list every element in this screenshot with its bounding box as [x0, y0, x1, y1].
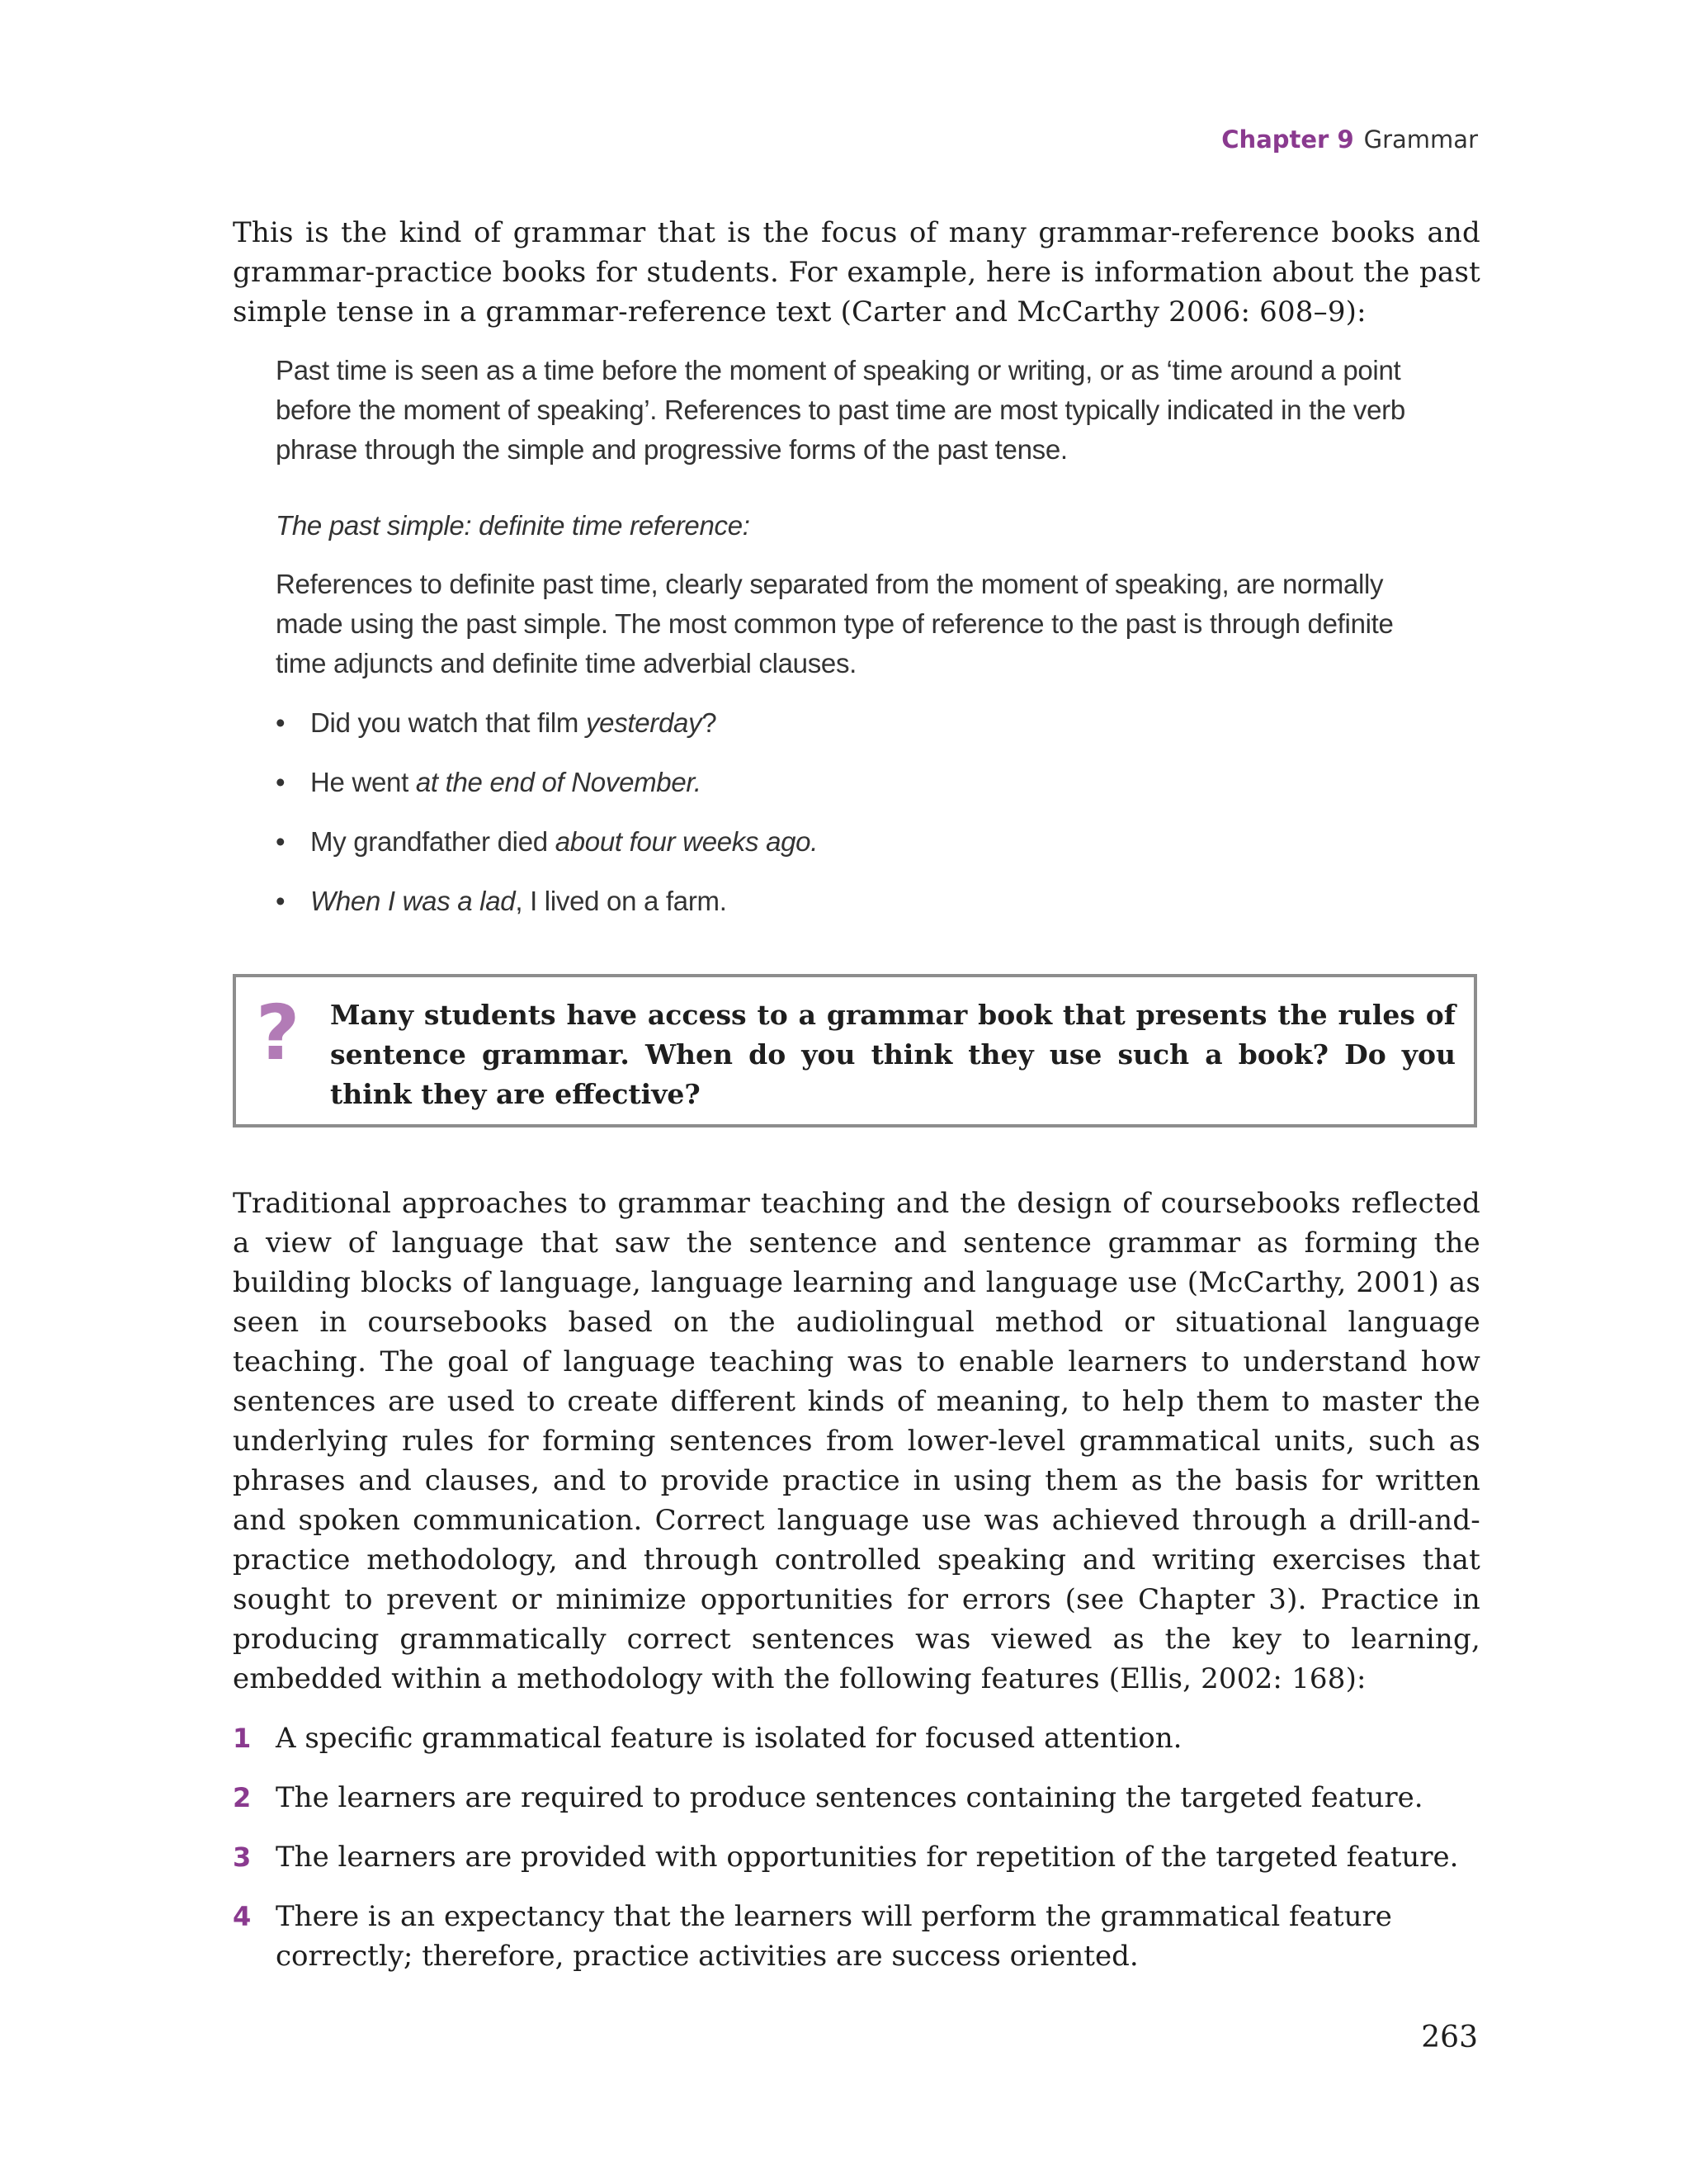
item-number: 3 [233, 1841, 252, 1873]
quote-paragraph-2: References to definite past time, clearly separated from the moment of speaking, are normally made using the past simple. The most common type of reference to the past is through definite time adjuncts and definite time adverbial clauses. [276, 569, 1394, 678]
bullet-icon: • [276, 826, 286, 857]
example-item [276, 882, 1439, 941]
example-item [276, 703, 1439, 763]
question-mark-icon: ? [256, 989, 300, 1077]
list-item [233, 1778, 1480, 1818]
example-italic: at the end of November. [415, 767, 701, 797]
quote-paragraph-1: Past time is seen as a time before the moment of speaking or writing, or as ‘time around a point before the moment of speaking’. References to past time are most typically indicated in the verb phrase through the simple and progressive forms of the past tense. [276, 355, 1405, 465]
example-text: He went [310, 767, 416, 797]
example-italic: When I was a lad [310, 886, 516, 916]
item-number: 2 [233, 1782, 252, 1813]
bullet-icon: • [276, 767, 286, 797]
item-text: There is an expectancy that the learners will perform the grammatical feature correctly; therefore, practice activities are success oriented. [276, 1900, 1392, 1973]
item-number: 4 [233, 1901, 252, 1932]
question-text: Many students have access to a grammar book that presents the rules of sentence grammar. When do you think they use such a book? Do you think they are effective? [330, 999, 1456, 1110]
example-text: , I lived on a farm. [515, 886, 727, 916]
question-box [233, 974, 1477, 1127]
bullet-icon: • [276, 707, 286, 738]
item-text: The learners are provided with opportunities for repetition of the targeted feature. [276, 1841, 1459, 1874]
example-item [276, 822, 1439, 882]
example-text: Did you watch that film [310, 707, 586, 738]
example-italic: yesterday [585, 707, 702, 738]
list-item [233, 1718, 1480, 1758]
bullet-icon: • [276, 886, 286, 916]
item-text: A specific grammatical feature is isolated for focused attention. [276, 1722, 1183, 1755]
page-number: 263 [1421, 2021, 1478, 2054]
item-text: The learners are required to produce sentences containing the targeted feature. [276, 1781, 1423, 1814]
list-item [233, 1837, 1480, 1877]
main-paragraph: Traditional approaches to grammar teaching and the design of coursebooks reflected a view of language that saw the sentence and sentence grammar as forming the building blocks of language, language learning and language use (McCarthy, 2001) as seen in coursebooks based on the audiolingual method or situational language teaching. The goal of language teaching was to enable learners to understand how sentences are used to create different kinds of meaning, to help them to master the underlying rules for forming sentences from lower-level grammatical units, such as phrases and clauses, and to provide practice in using them as the basis for written and spoken communication. Correct language use was achieved through a drill-and-practice methodology, and through controlled speaking and writing exercises that sought to prevent or minimize opportunities for errors (see Chapter 3). Practice in producing grammatically correct sentences was viewed as the key to learning, embedded within a methodology with the following features (Ellis, 2002: 168): [233, 1187, 1480, 1695]
example-italic: about four weeks ago. [555, 826, 819, 857]
quote-subheading: The past simple: definite time reference: [276, 510, 750, 541]
chapter-label: Chapter 9 [1221, 125, 1354, 154]
example-list [276, 703, 1439, 941]
running-head [1221, 125, 1478, 154]
example-text: My grandfather died [310, 826, 555, 857]
item-number: 1 [233, 1723, 252, 1754]
example-text: ? [701, 707, 717, 738]
example-item [276, 763, 1439, 822]
intro-paragraph: This is the kind of grammar that is the focus of many grammar-reference books and grammar-practice books for students. For example, here is information about the past simple tense in a grammar-reference text (Carter and McCarthy 2006: 608–9): [233, 216, 1480, 329]
chapter-title: Grammar [1363, 125, 1478, 154]
features-list [233, 1718, 1480, 1996]
list-item [233, 1897, 1480, 1976]
